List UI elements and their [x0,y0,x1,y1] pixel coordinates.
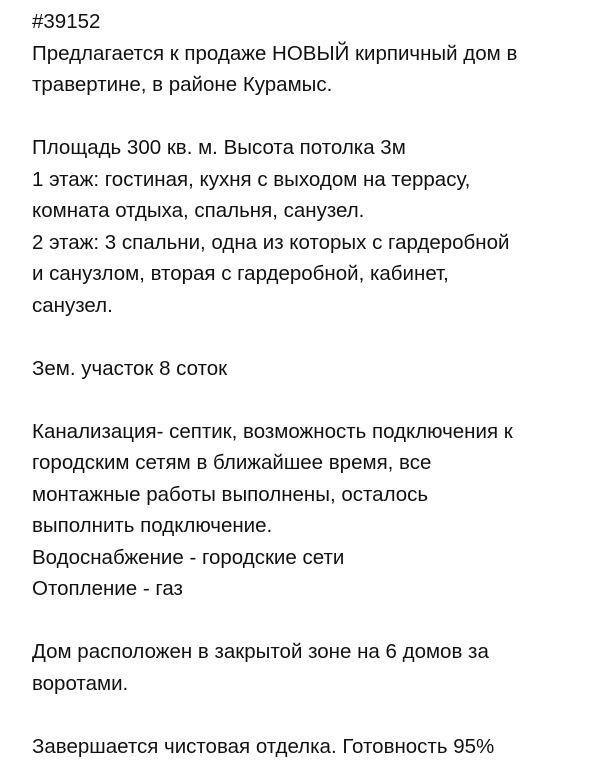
paragraph-gap [32,699,592,731]
location-line: воротами. [32,671,129,695]
utilities-line: Водоснабжение - городские сети [32,545,345,569]
paragraph-gap [32,384,592,416]
details-line: комната отдыха, спальня, санузел. [32,199,365,222]
intro-line: Предлагается к продаже НОВЫЙ кирпичный дом в [32,41,518,65]
paragraph-gap [32,321,592,353]
details-line: санузел. [32,293,113,317]
details-line: 1 этаж: гостиная, кухня с выходом на террасу, [32,167,471,191]
details-line: 2 этаж: 3 спальни, одна из которых с гардеробной [32,230,510,254]
location-line: Дом расположен в закрытой зоне на 6 домов за [32,640,489,663]
intro-line: травертине, в районе Курамыс. [32,73,333,96]
paragraph-gap [32,101,592,133]
utilities-line: монтажные работы выполнены, осталось [32,482,429,506]
land-line: Зем. участок 8 соток [32,356,228,380]
finish-line: Завершается чистовая отделка. Готовность 95% [32,734,495,758]
details-line: Площадь 300 кв. м. Высота потолка 3м [32,136,406,159]
utilities-line: Канализация- септик, возможность подключения к [32,419,513,443]
utilities-line: Отопление - газ [32,577,183,600]
listing-text [32,6,592,762]
listing-id: #39152 [32,10,101,33]
utilities-line: городским сетям в ближайшее время, все [32,451,432,474]
details-line: и санузлом, вторая с гардеробной, кабинет, [32,262,449,285]
paragraph-gap [32,605,592,637]
utilities-line: выполнить подключение. [32,514,273,537]
